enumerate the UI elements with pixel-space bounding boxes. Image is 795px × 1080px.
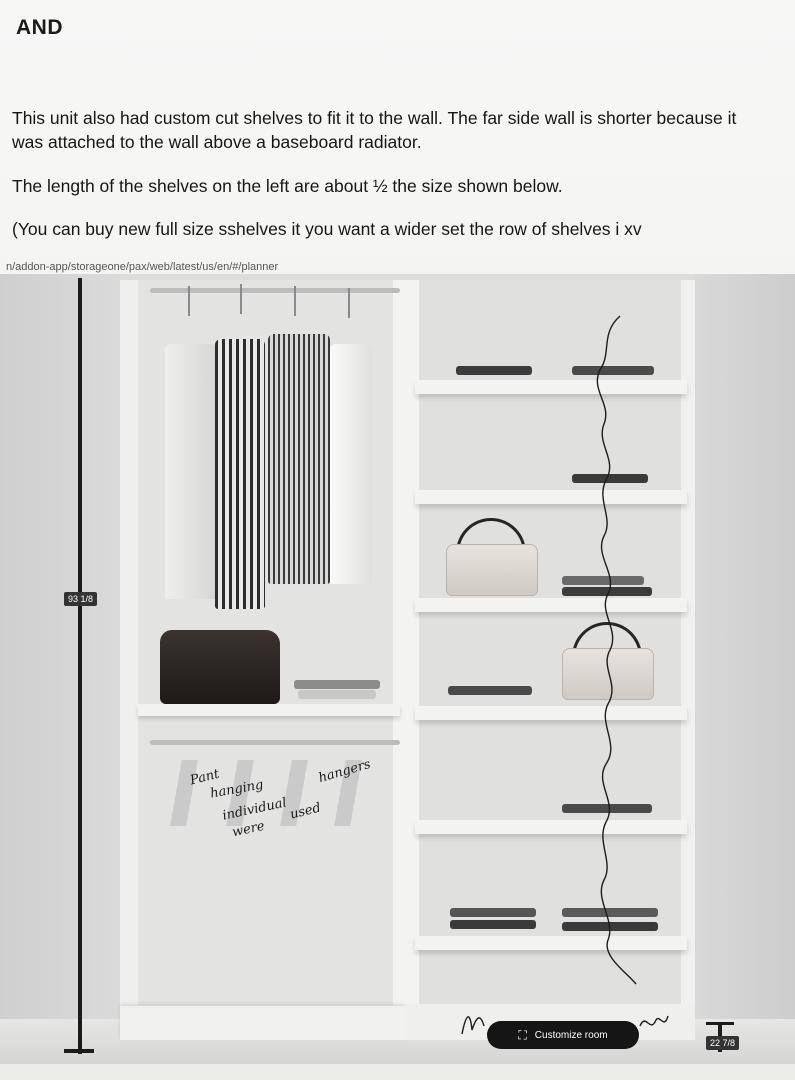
customize-room-label: Customize room <box>534 1029 608 1041</box>
handwritten-note-word: Pant <box>188 766 221 789</box>
handwritten-note-word: were <box>230 818 266 841</box>
handwritten-note-word: used <box>288 800 323 823</box>
paragraph-2: The length of the shelves on the left are about ½ the size shown below. <box>12 176 563 196</box>
handwritten-note-word: hanging <box>209 777 265 802</box>
customize-room-button[interactable] <box>487 1021 639 1049</box>
paragraph-1: This unit also had custom cut shelves to fit it to the wall. The far side wall is shorter because it was attached to the wall above a baseboard radiator. <box>12 108 737 152</box>
handwritten-note-word: hangers <box>316 756 373 787</box>
paragraph-3: (You can buy new full size sshelves it you want a wider set the row of shelves i xv <box>12 219 642 239</box>
handwritten-note-word: individual <box>221 795 288 824</box>
handwritten-scribble <box>0 274 795 1064</box>
planner-url: n/addon-app/storageone/pax/web/latest/us/en/#/planner <box>6 261 279 273</box>
height-dimension-label[interactable]: 93 1/8 <box>64 592 97 606</box>
heading: AND <box>16 16 63 39</box>
planner-scene <box>0 274 795 1064</box>
width-dimension-label[interactable]: 22 7/8 <box>706 1036 739 1050</box>
ruler-icon: ⛶ <box>518 1027 527 1042</box>
